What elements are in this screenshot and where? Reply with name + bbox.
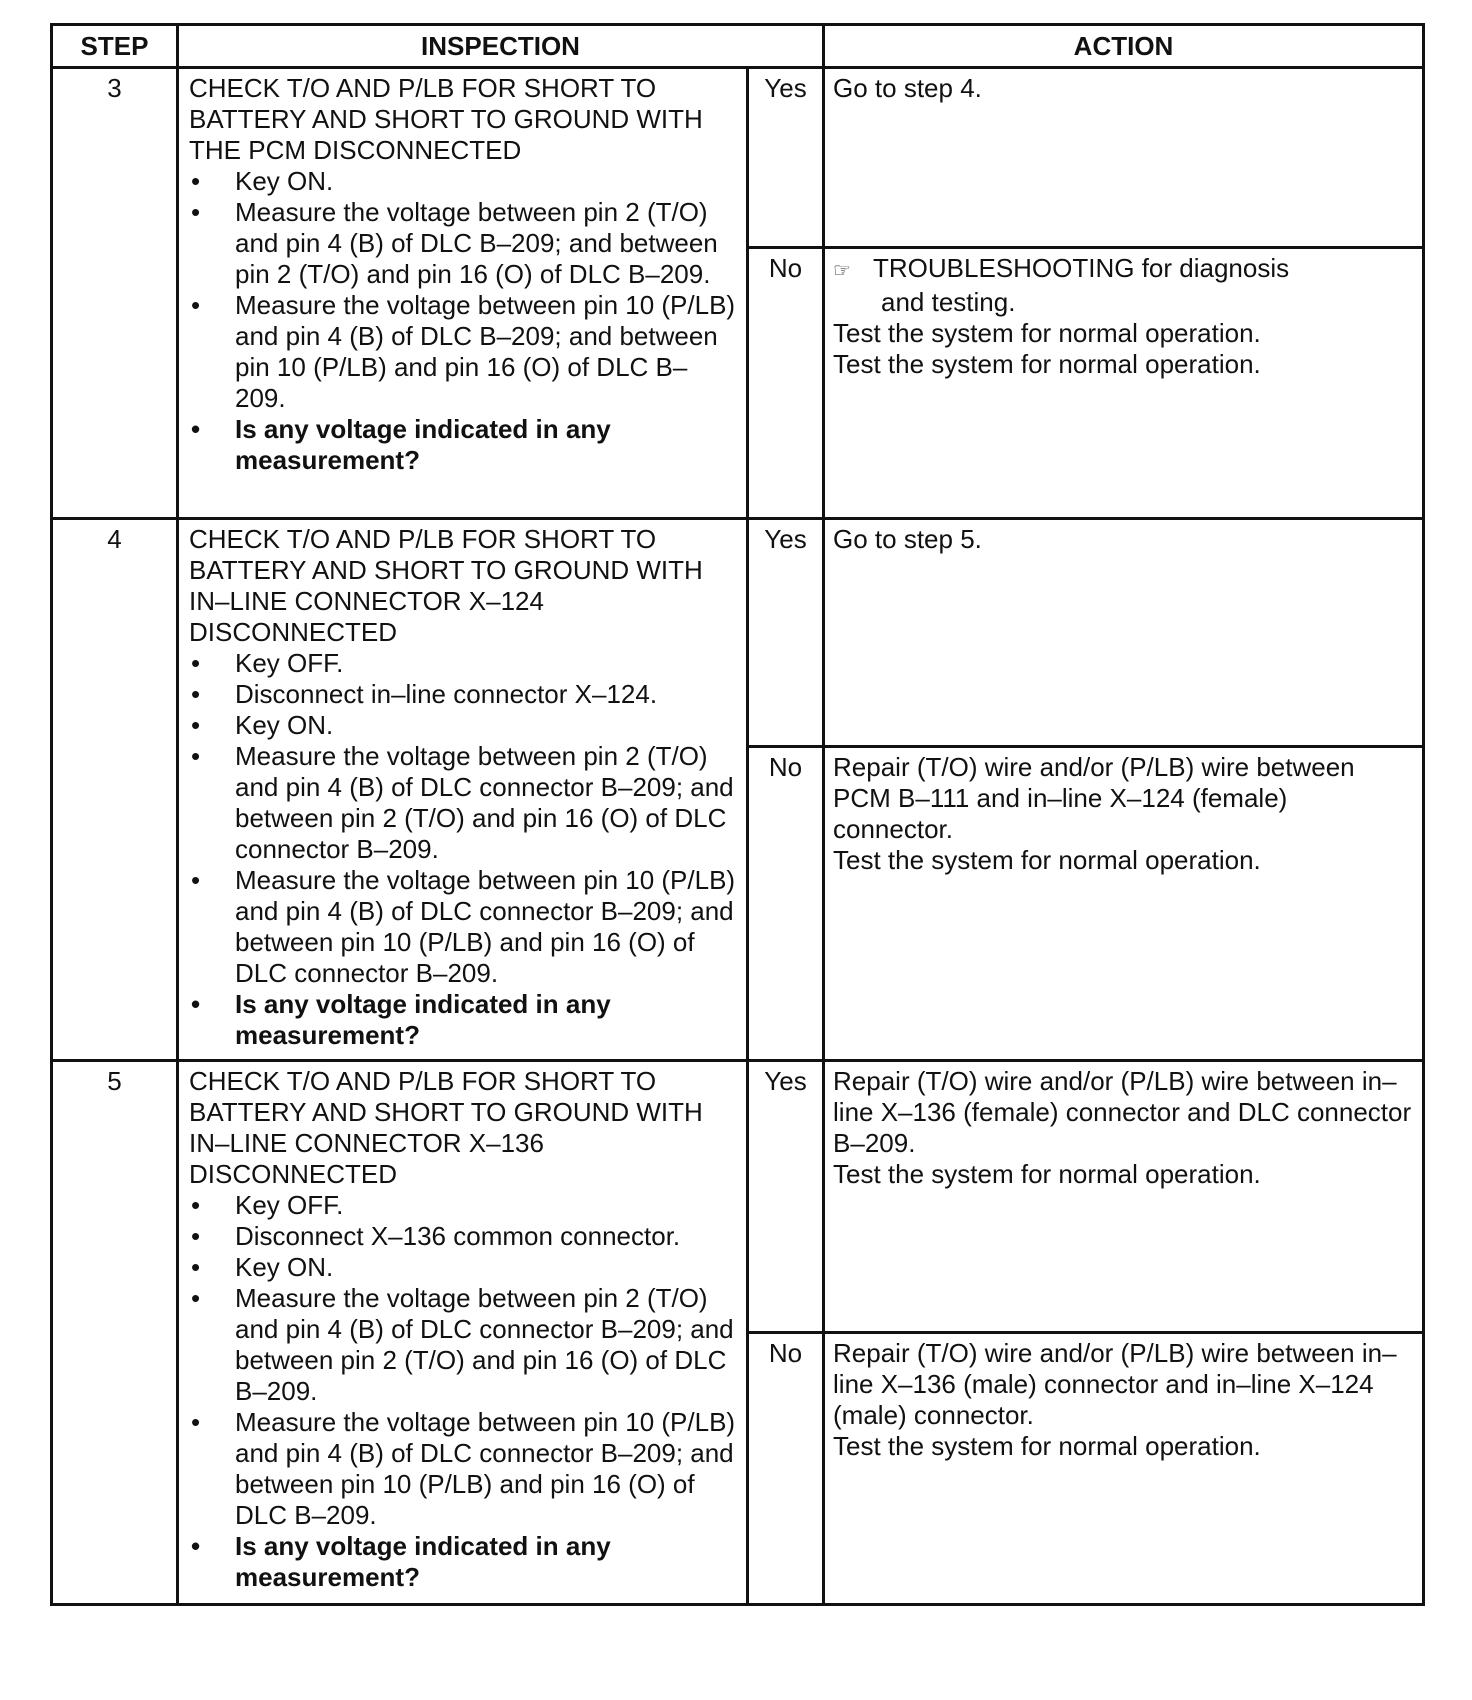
inspection-cell: [178, 519, 748, 1061]
step-4-yes-row: [52, 519, 1424, 747]
inspection-title: CHECK T/O AND P/LB FOR SHORT TO BATTERY AND SHORT TO GROUND WITH IN–LINE CONNECTOR X–136 DISCONNECTED: [189, 1066, 703, 1189]
inspection-question: • Is any voltage indicated in any measurement?: [189, 414, 736, 476]
header-row: [52, 25, 1424, 68]
inspection-step: • Key ON.: [189, 166, 736, 197]
inspection-question: • Is any voltage indicated in any measurement?: [189, 1531, 736, 1593]
header-step: STEP: [52, 25, 178, 68]
inspection-step: • Measure the voltage between pin 10 (P/LB) and pin 4 (B) of DLC connector B–209; and between pin 10 (P/LB) and pin 16 (O) of DLC connector B–209.: [189, 865, 736, 989]
diagnostic-table: [50, 23, 1425, 1606]
yes-action: Go to step 4.: [824, 68, 1424, 248]
troubleshooting-reference-text: TROUBLESHOOTING for diagnosis: [873, 253, 1290, 283]
step-number: 3: [52, 68, 178, 519]
no-action: [824, 747, 1424, 1061]
inspection-step: • Measure the voltage between pin 2 (T/O) and pin 4 (B) of DLC connector B–209; and between pin 2 (T/O) and pin 16 (O) of DLC connector B–209.: [189, 741, 736, 865]
no-action-line: Repair (T/O) wire and/or (P/LB) wire between PCM B–111 and in–line X–124 (female) connector.: [833, 752, 1355, 844]
yes-action: [824, 1061, 1424, 1333]
inspection-step: • Key OFF.: [189, 648, 736, 679]
no-action-line: Repair (T/O) wire and/or (P/LB) wire between in–line X–136 (male) connector and in–line X–124 (male) connector.: [833, 1338, 1397, 1430]
yes-label: Yes: [748, 68, 824, 248]
inspection-step: • Measure the voltage between pin 10 (P/LB) and pin 4 (B) of DLC B–209; and between pin 10 (P/LB) and pin 16 (O) of DLC B–209.: [189, 290, 736, 414]
yes-action: Go to step 5.: [824, 519, 1424, 747]
inspection-cell: [178, 68, 748, 519]
inspection-question: • Is any voltage indicated in any measurement?: [189, 989, 736, 1051]
inspection-step: • Disconnect X–136 common connector.: [189, 1221, 736, 1252]
yes-action-line: Repair (T/O) wire and/or (P/LB) wire between in–line X–136 (female) connector and DLC connector B–209.: [833, 1066, 1412, 1158]
inspection-step: • Measure the voltage between pin 2 (T/O) and pin 4 (B) of DLC B–209; and between pin 2 (T/O) and pin 16 (O) of DLC B–209.: [189, 197, 736, 290]
step-number: 5: [52, 1061, 178, 1605]
inspection-title: CHECK T/O AND P/LB FOR SHORT TO BATTERY AND SHORT TO GROUND WITH THE PCM DISCONNECTED: [189, 73, 703, 165]
no-action-line: Test the system for normal operation.: [833, 1431, 1261, 1461]
inspection-steps: [189, 648, 736, 1051]
inspection-step: • Disconnect in–line connector X–124.: [189, 679, 736, 710]
no-action: [824, 1333, 1424, 1605]
step-5-yes-row: [52, 1061, 1424, 1333]
troubleshooting-reference-cont: and testing.: [881, 287, 1016, 317]
inspection-step: • Measure the voltage between pin 10 (P/LB) and pin 4 (B) of DLC connector B–209; and between pin 10 (P/LB) and pin 16 (O) of DLC B–209.: [189, 1407, 736, 1531]
inspection-cell: [178, 1061, 748, 1605]
no-label: No: [748, 1333, 824, 1605]
inspection-step: • Key ON.: [189, 1252, 736, 1283]
inspection-steps: [189, 1190, 736, 1593]
step-3-yes-row: [52, 68, 1424, 248]
pointing-hand-icon: ☞: [833, 260, 851, 282]
step-number: 4: [52, 519, 178, 1061]
no-action-line: Test the system for normal operation.: [833, 318, 1261, 348]
no-label: No: [748, 248, 824, 519]
inspection-step: • Measure the voltage between pin 2 (T/O) and pin 4 (B) of DLC connector B–209; and between pin 2 (T/O) and pin 16 (O) of DLC B–209.: [189, 1283, 736, 1407]
inspection-steps: [189, 166, 736, 476]
inspection-step: • Key OFF.: [189, 1190, 736, 1221]
no-action-line: Test the system for normal operation.: [833, 845, 1261, 875]
header-action: ACTION: [824, 25, 1424, 68]
yes-action-line: Test the system for normal operation.: [833, 1159, 1261, 1189]
inspection-title: CHECK T/O AND P/LB FOR SHORT TO BATTERY AND SHORT TO GROUND WITH IN–LINE CONNECTOR X–124 DISCONNECTED: [189, 524, 703, 647]
no-label: No: [748, 747, 824, 1061]
troubleshooting-reference: [833, 253, 1414, 287]
inspection-step: • Key ON.: [189, 710, 736, 741]
no-action-line: Test the system for normal operation.: [833, 349, 1261, 379]
header-inspection: INSPECTION: [178, 25, 824, 68]
yes-label: Yes: [748, 519, 824, 747]
yes-label: Yes: [748, 1061, 824, 1333]
no-action: [824, 248, 1424, 519]
